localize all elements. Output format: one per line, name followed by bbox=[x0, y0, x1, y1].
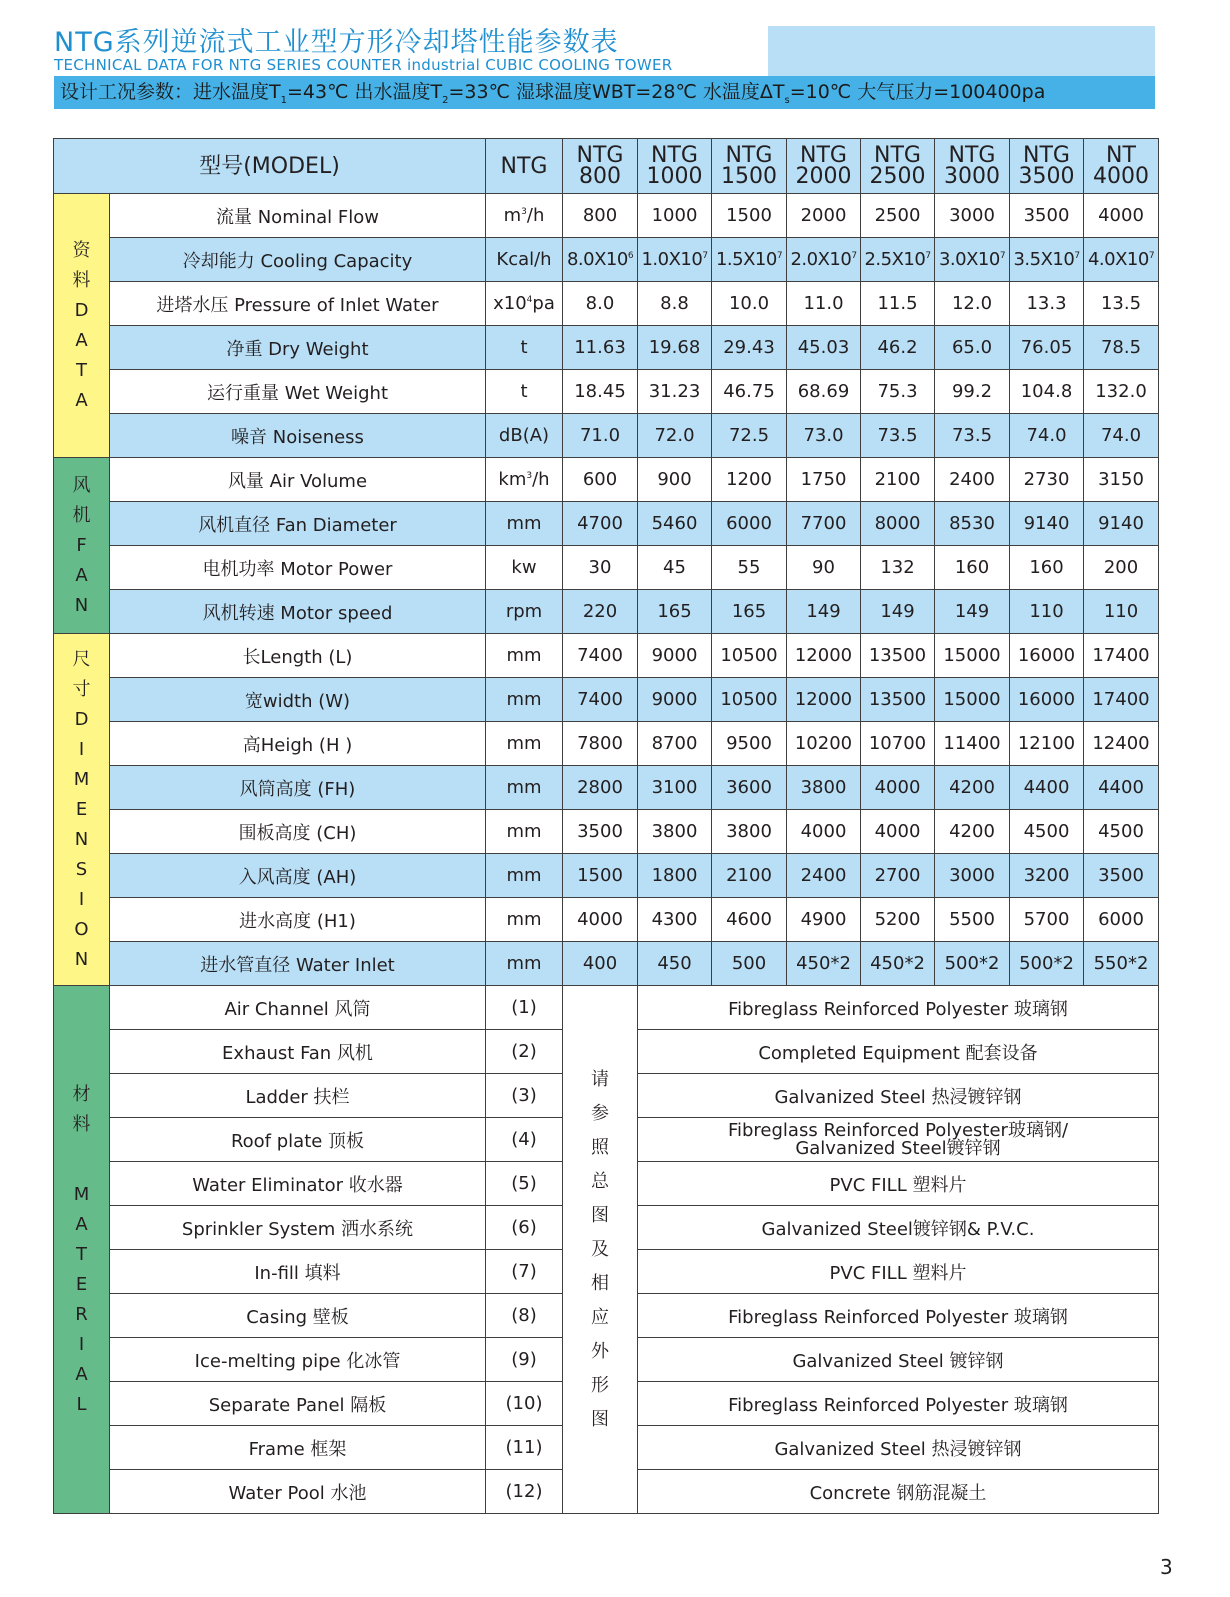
param-unit: mm bbox=[486, 634, 563, 678]
value-cell: 74.0 bbox=[1084, 414, 1159, 458]
section-label-dimension: 尺 寸 D I M E N S I O N bbox=[54, 634, 110, 986]
material-description: PVC FILL 塑料片 bbox=[638, 1250, 1159, 1294]
value-cell: 15000 bbox=[935, 634, 1010, 678]
material-row bbox=[54, 986, 1159, 1030]
value-cell: 4000 bbox=[861, 766, 935, 810]
page-number: 3 bbox=[1160, 1555, 1173, 1579]
param-unit: $m^3/h$ bbox=[486, 194, 563, 238]
value-cell: $2.5X10^7$ bbox=[861, 238, 935, 282]
param-name: 运行重量 Wet Weight bbox=[110, 370, 486, 414]
table-row bbox=[54, 942, 1159, 986]
water-temp-delta: 水温度$\Delta T_s=10℃$ bbox=[702, 81, 852, 106]
material-description: Fibreglass Reinforced Polyester玻璃钢/ Galvanized Steel镀锌钢 bbox=[638, 1118, 1159, 1162]
material-description: Fibreglass Reinforced Polyester 玻璃钢 bbox=[638, 1294, 1159, 1338]
value-cell: 9000 bbox=[638, 634, 712, 678]
value-cell: 4000 bbox=[563, 898, 638, 942]
material-number: (8) bbox=[486, 1294, 563, 1338]
value-cell: 46.2 bbox=[861, 326, 935, 370]
value-cell: $4.0X10^7$ bbox=[1084, 238, 1159, 282]
value-cell: 110 bbox=[1084, 590, 1159, 634]
value-cell: 1500 bbox=[563, 854, 638, 898]
value-cell: 12000 bbox=[787, 634, 861, 678]
value-cell: 149 bbox=[935, 590, 1010, 634]
spec-table bbox=[53, 138, 1159, 1514]
value-cell: 4000 bbox=[1084, 194, 1159, 238]
value-cell: 31.23 bbox=[638, 370, 712, 414]
value-cell: 15000 bbox=[935, 678, 1010, 722]
value-cell: 7700 bbox=[787, 502, 861, 546]
value-cell: 12400 bbox=[1084, 722, 1159, 766]
model-header: NTG 3500 bbox=[1010, 139, 1084, 194]
model-header-row bbox=[54, 139, 1159, 194]
value-cell: 9140 bbox=[1084, 502, 1159, 546]
param-unit: t bbox=[486, 370, 563, 414]
material-description: Fibreglass Reinforced Polyester 玻璃钢 bbox=[638, 986, 1159, 1030]
value-cell: 45.03 bbox=[787, 326, 861, 370]
value-cell: 9500 bbox=[712, 722, 787, 766]
value-cell: $1.0X10^7$ bbox=[638, 238, 712, 282]
value-cell: 7400 bbox=[563, 634, 638, 678]
value-cell: 3150 bbox=[1084, 458, 1159, 502]
material-number: (9) bbox=[486, 1338, 563, 1382]
table-row bbox=[54, 810, 1159, 854]
value-cell: 10500 bbox=[712, 678, 787, 722]
value-cell: $1.5X10^7$ bbox=[712, 238, 787, 282]
param-name: 风机转速 Motor speed bbox=[110, 590, 486, 634]
value-cell: 13500 bbox=[861, 634, 935, 678]
value-cell: 149 bbox=[787, 590, 861, 634]
section-label-fan: 风 机 F A N bbox=[54, 458, 110, 634]
page-title: NTG系列逆流式工业型方形冷却塔性能参数表 bbox=[54, 27, 619, 58]
conditions-label: 设计工况参数： bbox=[60, 81, 194, 103]
value-cell: 900 bbox=[638, 458, 712, 502]
value-cell: 12.0 bbox=[935, 282, 1010, 326]
value-cell: 19.68 bbox=[638, 326, 712, 370]
value-cell: 17400 bbox=[1084, 678, 1159, 722]
table-row bbox=[54, 370, 1159, 414]
value-cell: 450*2 bbox=[861, 942, 935, 986]
material-part: Sprinkler System 洒水系统 bbox=[110, 1206, 486, 1250]
value-cell: 7400 bbox=[563, 678, 638, 722]
value-cell: 65.0 bbox=[935, 326, 1010, 370]
value-cell: 73.5 bbox=[935, 414, 1010, 458]
table-row bbox=[54, 414, 1159, 458]
param-name: 电机功率 Motor Power bbox=[110, 546, 486, 590]
material-number: (7) bbox=[486, 1250, 563, 1294]
value-cell: 200 bbox=[1084, 546, 1159, 590]
value-cell: $3.0X10^7$ bbox=[935, 238, 1010, 282]
table-row bbox=[54, 326, 1159, 370]
material-number: (3) bbox=[486, 1074, 563, 1118]
value-cell: 220 bbox=[563, 590, 638, 634]
model-header: NT 4000 bbox=[1084, 139, 1159, 194]
value-cell: 450*2 bbox=[787, 942, 861, 986]
value-cell: 3000 bbox=[935, 194, 1010, 238]
model-header: NTG 800 bbox=[563, 139, 638, 194]
value-cell: 1750 bbox=[787, 458, 861, 502]
outlet-temp: 出水温度$T_2=33℃$ bbox=[354, 81, 510, 106]
value-cell: 68.69 bbox=[787, 370, 861, 414]
value-cell: 4700 bbox=[563, 502, 638, 546]
material-number: (1) bbox=[486, 986, 563, 1030]
param-unit: mm bbox=[486, 722, 563, 766]
table-row bbox=[54, 678, 1159, 722]
material-number: (11) bbox=[486, 1426, 563, 1470]
value-cell: 76.05 bbox=[1010, 326, 1084, 370]
param-name: 进塔水压 Pressure of Inlet Water bbox=[110, 282, 486, 326]
value-cell: 500 bbox=[712, 942, 787, 986]
value-cell: 132.0 bbox=[1084, 370, 1159, 414]
value-cell: 160 bbox=[935, 546, 1010, 590]
material-description: Completed Equipment 配套设备 bbox=[638, 1030, 1159, 1074]
value-cell: 3000 bbox=[935, 854, 1010, 898]
section-label-material: 材 料 M A T E R I A L bbox=[54, 986, 110, 1514]
value-cell: 3800 bbox=[712, 810, 787, 854]
param-unit: mm bbox=[486, 810, 563, 854]
value-cell: 30 bbox=[563, 546, 638, 590]
value-cell: 2500 bbox=[861, 194, 935, 238]
material-number: (6) bbox=[486, 1206, 563, 1250]
value-cell: 165 bbox=[638, 590, 712, 634]
value-cell: 4000 bbox=[861, 810, 935, 854]
value-cell: 10500 bbox=[712, 634, 787, 678]
value-cell: 104.8 bbox=[1010, 370, 1084, 414]
value-cell: 3500 bbox=[1010, 194, 1084, 238]
material-description: Galvanized Steel 热浸镀锌钢 bbox=[638, 1426, 1159, 1470]
value-cell: 5700 bbox=[1010, 898, 1084, 942]
table-row bbox=[54, 502, 1159, 546]
param-unit: Kcal/h bbox=[486, 238, 563, 282]
value-cell: 6000 bbox=[712, 502, 787, 546]
model-header: NTG 2500 bbox=[861, 139, 935, 194]
value-cell: 5500 bbox=[935, 898, 1010, 942]
value-cell: 800 bbox=[563, 194, 638, 238]
param-unit: mm bbox=[486, 898, 563, 942]
value-cell: 500*2 bbox=[935, 942, 1010, 986]
header-banner bbox=[768, 26, 1155, 76]
table-row bbox=[54, 194, 1159, 238]
value-cell: 9140 bbox=[1010, 502, 1084, 546]
material-description: Galvanized Steel 镀锌钢 bbox=[638, 1338, 1159, 1382]
param-name: 流量 Nominal Flow bbox=[110, 194, 486, 238]
value-cell: 2100 bbox=[712, 854, 787, 898]
material-description: Concrete 钢筋混凝土 bbox=[638, 1470, 1159, 1514]
material-part: Ice-melting pipe 化冰管 bbox=[110, 1338, 486, 1382]
value-cell: 3500 bbox=[563, 810, 638, 854]
value-cell: $2.0X10^7$ bbox=[787, 238, 861, 282]
param-name: 风机直径 Fan Diameter bbox=[110, 502, 486, 546]
param-unit: mm bbox=[486, 766, 563, 810]
value-cell: 75.3 bbox=[861, 370, 935, 414]
material-part: Ladder 扶栏 bbox=[110, 1074, 486, 1118]
value-cell: 71.0 bbox=[563, 414, 638, 458]
model-header: NTG 3000 bbox=[935, 139, 1010, 194]
table-row bbox=[54, 282, 1159, 326]
value-cell: 78.5 bbox=[1084, 326, 1159, 370]
value-cell: 1000 bbox=[638, 194, 712, 238]
value-cell: 72.5 bbox=[712, 414, 787, 458]
table-row bbox=[54, 634, 1159, 678]
value-cell: 10700 bbox=[861, 722, 935, 766]
param-name: 冷却能力 Cooling Capacity bbox=[110, 238, 486, 282]
material-number: (5) bbox=[486, 1162, 563, 1206]
value-cell: 16000 bbox=[1010, 634, 1084, 678]
value-cell: 4200 bbox=[935, 810, 1010, 854]
value-cell: 29.43 bbox=[712, 326, 787, 370]
value-cell: 3500 bbox=[1084, 854, 1159, 898]
table-row bbox=[54, 238, 1159, 282]
value-cell: 2700 bbox=[861, 854, 935, 898]
param-unit: rpm bbox=[486, 590, 563, 634]
material-part: Air Channel 风筒 bbox=[110, 986, 486, 1030]
wet-bulb-temp: 湿球温度WBT=28℃ bbox=[515, 81, 697, 103]
table-row bbox=[54, 898, 1159, 942]
material-number: (12) bbox=[486, 1470, 563, 1514]
section-label-data: 资 料 D A T A bbox=[54, 194, 110, 458]
reference-drawing-note: 请 参 照 总 图 及 相 应 外 形 图 bbox=[563, 986, 638, 1514]
table-row bbox=[54, 766, 1159, 810]
value-cell: 11400 bbox=[935, 722, 1010, 766]
table-row bbox=[54, 722, 1159, 766]
table-row bbox=[54, 854, 1159, 898]
material-number: (4) bbox=[486, 1118, 563, 1162]
value-cell: 550*2 bbox=[1084, 942, 1159, 986]
value-cell: 4200 bbox=[935, 766, 1010, 810]
param-unit: $x10^4pa$ bbox=[486, 282, 563, 326]
table-row bbox=[54, 546, 1159, 590]
page-subtitle: TECHNICAL DATA FOR NTG SERIES COUNTER industrial CUBIC COOLING TOWER bbox=[54, 56, 673, 74]
value-cell: 9000 bbox=[638, 678, 712, 722]
value-cell: 149 bbox=[861, 590, 935, 634]
param-unit: mm bbox=[486, 678, 563, 722]
value-cell: 500*2 bbox=[1010, 942, 1084, 986]
value-cell: 8700 bbox=[638, 722, 712, 766]
material-part: Roof plate 顶板 bbox=[110, 1118, 486, 1162]
value-cell: 3800 bbox=[638, 810, 712, 854]
value-cell: 13.3 bbox=[1010, 282, 1084, 326]
value-cell: 2400 bbox=[935, 458, 1010, 502]
value-cell: $8.0X10^6$ bbox=[563, 238, 638, 282]
value-cell: 12100 bbox=[1010, 722, 1084, 766]
value-cell: 7800 bbox=[563, 722, 638, 766]
value-cell: 45 bbox=[638, 546, 712, 590]
value-cell: $3.5X10^7$ bbox=[1010, 238, 1084, 282]
value-cell: 11.5 bbox=[861, 282, 935, 326]
value-cell: 90 bbox=[787, 546, 861, 590]
material-description: Fibreglass Reinforced Polyester 玻璃钢 bbox=[638, 1382, 1159, 1426]
value-cell: 55 bbox=[712, 546, 787, 590]
value-cell: 165 bbox=[712, 590, 787, 634]
param-unit: $km^3/h$ bbox=[486, 458, 563, 502]
value-cell: 2730 bbox=[1010, 458, 1084, 502]
value-cell: 18.45 bbox=[563, 370, 638, 414]
value-cell: 3800 bbox=[787, 766, 861, 810]
value-cell: 73.0 bbox=[787, 414, 861, 458]
value-cell: 10200 bbox=[787, 722, 861, 766]
model-header: NTG 2000 bbox=[787, 139, 861, 194]
design-conditions-bar bbox=[54, 76, 1155, 109]
value-cell: 13.5 bbox=[1084, 282, 1159, 326]
value-cell: 1800 bbox=[638, 854, 712, 898]
param-unit: dB(A) bbox=[486, 414, 563, 458]
table-row bbox=[54, 458, 1159, 502]
param-unit: kw bbox=[486, 546, 563, 590]
param-name: 净重 Dry Weight bbox=[110, 326, 486, 370]
table-row bbox=[54, 590, 1159, 634]
material-number: (10) bbox=[486, 1382, 563, 1426]
material-description: Galvanized Steel 热浸镀锌钢 bbox=[638, 1074, 1159, 1118]
material-part: Water Pool 水池 bbox=[110, 1470, 486, 1514]
value-cell: 17400 bbox=[1084, 634, 1159, 678]
value-cell: 3200 bbox=[1010, 854, 1084, 898]
param-name: 进水高度 (H1) bbox=[110, 898, 486, 942]
ntg-label: NTG bbox=[486, 139, 563, 194]
material-part: Casing 壁板 bbox=[110, 1294, 486, 1338]
value-cell: 99.2 bbox=[935, 370, 1010, 414]
value-cell: 5200 bbox=[861, 898, 935, 942]
value-cell: 8530 bbox=[935, 502, 1010, 546]
value-cell: 72.0 bbox=[638, 414, 712, 458]
value-cell: 3100 bbox=[638, 766, 712, 810]
value-cell: 6000 bbox=[1084, 898, 1159, 942]
value-cell: 4400 bbox=[1010, 766, 1084, 810]
value-cell: 11.63 bbox=[563, 326, 638, 370]
param-unit: mm bbox=[486, 502, 563, 546]
value-cell: 4600 bbox=[712, 898, 787, 942]
value-cell: 160 bbox=[1010, 546, 1084, 590]
value-cell: 2000 bbox=[787, 194, 861, 238]
model-header: NTG 1000 bbox=[638, 139, 712, 194]
material-number: (2) bbox=[486, 1030, 563, 1074]
value-cell: 13500 bbox=[861, 678, 935, 722]
material-description: PVC FILL 塑料片 bbox=[638, 1162, 1159, 1206]
value-cell: 132 bbox=[861, 546, 935, 590]
value-cell: 8.8 bbox=[638, 282, 712, 326]
value-cell: 1500 bbox=[712, 194, 787, 238]
value-cell: 4400 bbox=[1084, 766, 1159, 810]
value-cell: 8000 bbox=[861, 502, 935, 546]
value-cell: 1200 bbox=[712, 458, 787, 502]
param-name: 高Heigh (H ) bbox=[110, 722, 486, 766]
param-name: 长Length (L) bbox=[110, 634, 486, 678]
value-cell: 4900 bbox=[787, 898, 861, 942]
value-cell: 110 bbox=[1010, 590, 1084, 634]
value-cell: 4000 bbox=[787, 810, 861, 854]
param-name: 噪音 Noiseness bbox=[110, 414, 486, 458]
value-cell: 12000 bbox=[787, 678, 861, 722]
param-unit: mm bbox=[486, 942, 563, 986]
value-cell: 2400 bbox=[787, 854, 861, 898]
material-part: In-fill 填料 bbox=[110, 1250, 486, 1294]
inlet-temp: 进水温度$T_1=43℃$ bbox=[193, 81, 349, 106]
param-unit: mm bbox=[486, 854, 563, 898]
param-name: 入风高度 (AH) bbox=[110, 854, 486, 898]
atmospheric-pressure: 大气压力=100400pa bbox=[857, 81, 1046, 103]
value-cell: 16000 bbox=[1010, 678, 1084, 722]
value-cell: 10.0 bbox=[712, 282, 787, 326]
material-part: Separate Panel 隔板 bbox=[110, 1382, 486, 1426]
param-name: 风量 Air Volume bbox=[110, 458, 486, 502]
material-part: Exhaust Fan 风机 bbox=[110, 1030, 486, 1074]
param-unit: t bbox=[486, 326, 563, 370]
model-label: 型号(MODEL) bbox=[54, 139, 486, 194]
value-cell: 4500 bbox=[1084, 810, 1159, 854]
material-part: Frame 框架 bbox=[110, 1426, 486, 1470]
value-cell: 73.5 bbox=[861, 414, 935, 458]
value-cell: 46.75 bbox=[712, 370, 787, 414]
value-cell: 4300 bbox=[638, 898, 712, 942]
value-cell: 5460 bbox=[638, 502, 712, 546]
value-cell: 8.0 bbox=[563, 282, 638, 326]
value-cell: 74.0 bbox=[1010, 414, 1084, 458]
param-name: 进水管直径 Water Inlet bbox=[110, 942, 486, 986]
value-cell: 450 bbox=[638, 942, 712, 986]
model-header: NTG 1500 bbox=[712, 139, 787, 194]
param-name: 风筒高度 (FH) bbox=[110, 766, 486, 810]
value-cell: 2800 bbox=[563, 766, 638, 810]
value-cell: 400 bbox=[563, 942, 638, 986]
value-cell: 4500 bbox=[1010, 810, 1084, 854]
value-cell: 600 bbox=[563, 458, 638, 502]
material-part: Water Eliminator 收水器 bbox=[110, 1162, 486, 1206]
param-name: 围板高度 (CH) bbox=[110, 810, 486, 854]
value-cell: 3600 bbox=[712, 766, 787, 810]
value-cell: 2100 bbox=[861, 458, 935, 502]
material-description: Galvanized Steel镀锌钢& P.V.C. bbox=[638, 1206, 1159, 1250]
value-cell: 11.0 bbox=[787, 282, 861, 326]
param-name: 宽width (W) bbox=[110, 678, 486, 722]
